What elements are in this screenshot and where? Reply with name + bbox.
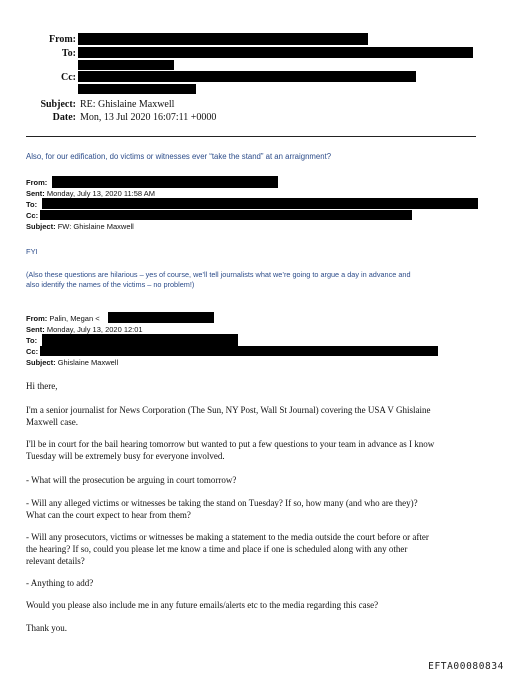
redacted-cc-line1 — [78, 71, 416, 82]
question-4: - Anything to add? — [26, 578, 94, 588]
closing: Thank you. — [26, 623, 67, 633]
question-3-line2: the hearing? If so, could you please let me know a time and place if one is scheduled along with any other — [26, 544, 408, 554]
question-3-line1: - Will any prosecutors, victims or witnesses be making a statement to the media outside the court before or after — [26, 532, 429, 542]
redacted-from — [78, 33, 368, 45]
cc-label: Cc: — [61, 72, 76, 83]
fyi-text: FYI — [26, 247, 38, 256]
paragraph-court — [26, 438, 496, 462]
fwd-cc-label: Cc: — [26, 211, 39, 220]
question-2-line1: - Will any alleged victims or witnesses be taking the stand on Tuesday? If so, how many (and who are they)? — [26, 498, 418, 508]
greeting: Hi there, — [26, 381, 58, 391]
orig-sent-value: Monday, July 13, 2020 12:01 — [46, 325, 143, 334]
reply-text: Also, for our edification, do victims or witnesses ever “take the stand” at an arraignment? — [26, 152, 332, 161]
paragraph-court-line2: Tuesday will be extremely busy for everyone involved. — [26, 451, 225, 461]
orig-cc-label: Cc: — [26, 347, 39, 356]
question-1: - What will the prosecution be arguing in court tomorrow? — [26, 475, 237, 485]
from-label: From: — [48, 34, 76, 45]
paragraph-intro — [26, 404, 496, 428]
redacted-orig-cc — [40, 346, 438, 356]
forward-comment — [26, 270, 506, 290]
redacted-to-line2 — [78, 60, 174, 70]
orig-subject-value: Ghislaine Maxwell — [57, 358, 119, 367]
orig-from-value: Palin, Megan < — [49, 314, 100, 323]
fwd-subject-value: FW: Ghislaine Maxwell — [57, 222, 134, 231]
redacted-fwd-from — [52, 176, 278, 188]
orig-subject-label: Subject: — [26, 358, 56, 367]
redacted-to-line1 — [78, 47, 473, 58]
forward-comment-line2: also identify the names of the victims – no problem!) — [26, 280, 195, 289]
fwd-from-label: From: — [26, 178, 48, 187]
redacted-fwd-cc — [40, 210, 412, 220]
forward-comment-line1: (Also these questions are hilarious – yes of course, we’ll tell journalists what we’re going to argue a day in advance and — [26, 270, 411, 279]
date-value: Mon, 13 Jul 2020 16:07:11 +0000 — [80, 112, 217, 123]
question-2 — [26, 497, 496, 521]
orig-sent-label: Sent: — [26, 325, 45, 334]
paragraph-intro-line1: I'm a senior journalist for News Corporation (The Sun, NY Post, Wall St Journal) covering the USA V Ghislaine — [26, 405, 431, 415]
question-3-line3: relevant details? — [26, 556, 85, 566]
fwd-sent-label: Sent: — [26, 189, 45, 198]
orig-from-label: From: — [26, 314, 48, 323]
redacted-orig-from — [108, 312, 214, 323]
fwd-subject-label: Subject: — [26, 222, 56, 231]
question-3 — [26, 531, 496, 567]
redacted-orig-to — [42, 334, 238, 346]
to-label: To: — [61, 48, 76, 59]
paragraph-include: Would you please also include me in any future emails/alerts etc to the media regarding this case? — [26, 600, 379, 610]
fwd-sent-value: Monday, July 13, 2020 11:58 AM — [46, 189, 155, 198]
paragraph-intro-line2: Maxwell case. — [26, 417, 78, 427]
paragraph-court-line1: I'll be in court for the bail hearing tomorrow but wanted to put a few questions to your team in advance as I know — [26, 439, 435, 449]
fwd-to-label: To: — [26, 200, 38, 209]
redacted-cc-line2 — [78, 84, 196, 94]
redacted-fwd-to — [42, 198, 478, 209]
question-2-line2: What can the court expect to hear from them? — [26, 510, 191, 520]
header-divider — [26, 136, 476, 137]
orig-to-label: To: — [26, 336, 38, 345]
date-label: Date: — [52, 112, 76, 123]
subject-label: Subject: — [40, 99, 76, 110]
document-id: EFTA00080834 — [428, 661, 504, 672]
subject-value: RE: Ghislaine Maxwell — [80, 99, 175, 110]
